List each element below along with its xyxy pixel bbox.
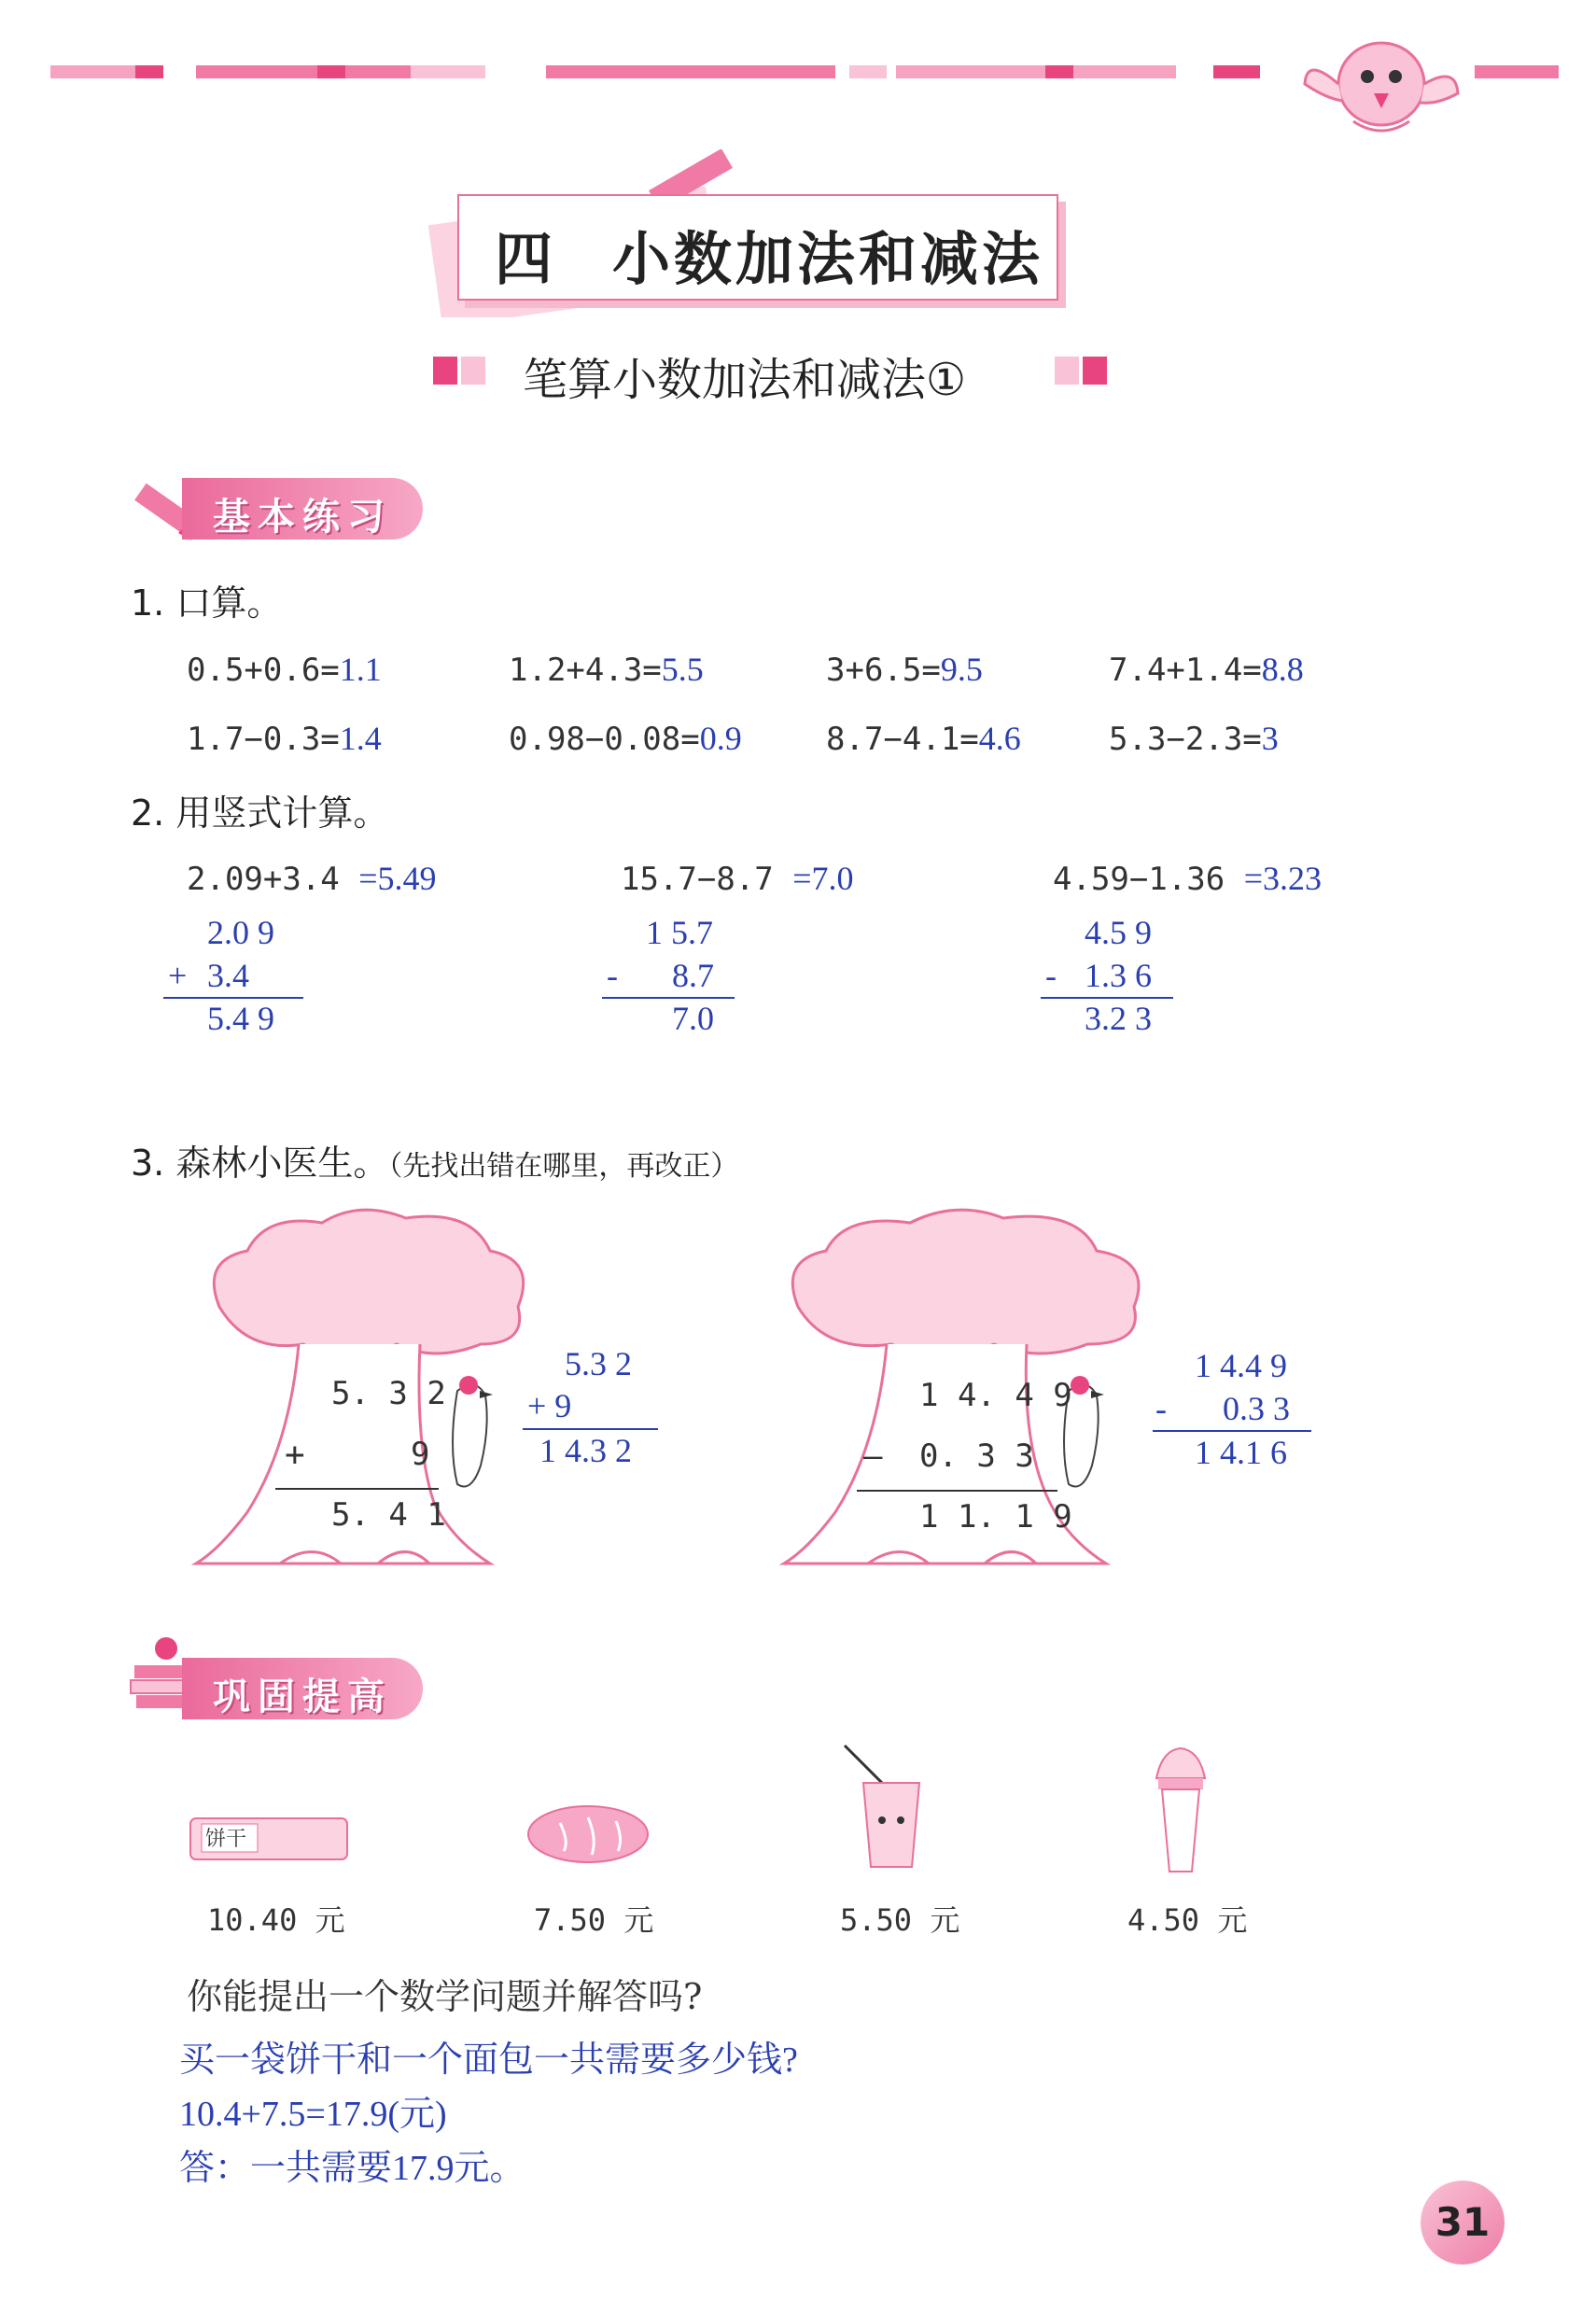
tree1-bottom: 9 bbox=[411, 1436, 430, 1473]
tree1-top: 5. 3 2 bbox=[331, 1375, 446, 1412]
q2-item-3-expr: 4.59−1.36 =3.23 bbox=[1053, 860, 1323, 898]
q2-item-2-top: 1 5.7 bbox=[646, 914, 713, 951]
q1-item-5: 1.7−0.3=1.4 bbox=[187, 720, 382, 758]
q2-item-3-op: - bbox=[1045, 957, 1057, 994]
q1-item-4: 7.4+1.4=8.8 bbox=[1109, 651, 1304, 689]
tree2-fix-result: 1 4.1 6 bbox=[1195, 1434, 1287, 1471]
q2-item-2-op: - bbox=[607, 957, 618, 994]
q1-item-8: 5.3−2.3=3 bbox=[1109, 720, 1279, 758]
q2-item-1-result: 5.4 9 bbox=[207, 1000, 274, 1037]
q2-item-1-expr: 2.09+3.4 =5.49 bbox=[187, 860, 437, 898]
answer-line-1: 买一袋饼干和一个面包一共需要多少钱? bbox=[179, 2041, 798, 2080]
tree1-op: + bbox=[285, 1436, 305, 1474]
q2-item-1-bottom: 3.4 bbox=[207, 957, 249, 994]
drink-cup-icon bbox=[835, 1736, 938, 1876]
q1-item-3: 3+6.5=9.5 bbox=[826, 651, 983, 689]
tree2-fix-bottom: 0.3 3 bbox=[1223, 1390, 1290, 1427]
tree1-fix-op: + 9 bbox=[527, 1387, 572, 1424]
lesson-title: 笔算小数加法和减法① bbox=[523, 354, 967, 406]
tree1-result: 5. 4 1 bbox=[331, 1496, 446, 1534]
bread-icon bbox=[523, 1797, 653, 1872]
tree2-bottom: 0. 3 3 bbox=[919, 1438, 1034, 1475]
q2-item-2-expr: 15.7−8.7 =7.0 bbox=[621, 860, 854, 898]
q2-item-2-result: 7.0 bbox=[672, 1000, 714, 1037]
tree1-fix-rule bbox=[523, 1428, 658, 1430]
answer-line-2: 10.4+7.5=17.9(元) bbox=[179, 2095, 447, 2134]
price-ice-cream: 4.50 元 bbox=[1127, 1902, 1248, 1938]
price-drink: 5.50 元 bbox=[840, 1902, 960, 1938]
price-biscuit: 10.40 元 bbox=[207, 1902, 345, 1938]
subtitle-left-marker bbox=[433, 357, 457, 385]
section-label-basic: 基本练习 bbox=[213, 496, 392, 539]
q2-item-3-top: 4.5 9 bbox=[1085, 914, 1152, 951]
tree2-top: 1 4. 4 9 bbox=[919, 1377, 1072, 1414]
q1-label: 1. 口算。 bbox=[131, 582, 283, 624]
tree1-fix-result: 1 4.3 2 bbox=[539, 1432, 632, 1469]
q1-item-1: 0.5+0.6=1.1 bbox=[187, 651, 382, 689]
tree2-fix-top: 1 4.4 9 bbox=[1195, 1347, 1287, 1384]
price-bread: 7.50 元 bbox=[534, 1902, 654, 1938]
tree2-op: — bbox=[863, 1438, 883, 1475]
q1-item-7: 8.7−4.1=4.6 bbox=[826, 720, 1021, 758]
q2-item-2-rule bbox=[602, 997, 735, 999]
q2-item-1-top: 2.0 9 bbox=[207, 914, 274, 951]
answer-line-3: 答：一共需要17.9元。 bbox=[179, 2149, 525, 2188]
subtitle-right-marker bbox=[1083, 357, 1107, 385]
open-question: 你能提出一个数学问题并解答吗? bbox=[187, 1976, 703, 2017]
page-number: 31 bbox=[1435, 2199, 1491, 2245]
tree1-fix-top: 5.3 2 bbox=[565, 1345, 632, 1382]
biscuit-label: 饼干 bbox=[205, 1828, 247, 1851]
section-label-consolidate: 巩固提高 bbox=[213, 1676, 392, 1718]
ice-cream-icon bbox=[1143, 1741, 1218, 1881]
q2-label: 2. 用竖式计算。 bbox=[131, 792, 389, 834]
chapter-title: 四 小数加法和减法 bbox=[495, 225, 1044, 293]
bird-mascot-icon bbox=[1297, 19, 1465, 159]
tree2-fix-op: - bbox=[1155, 1390, 1167, 1427]
q2-item-3-result: 3.2 3 bbox=[1085, 1000, 1152, 1037]
tree2-result: 1 1. 1 9 bbox=[919, 1498, 1072, 1536]
q1-item-2: 1.2+4.3=5.5 bbox=[509, 651, 704, 689]
q3-label: 3. 森林小医生。（先找出错在哪里，再改正） bbox=[131, 1143, 739, 1184]
tree1-rule bbox=[275, 1488, 439, 1490]
q2-item-3-bottom: 1.3 6 bbox=[1085, 957, 1152, 994]
tree2-fix-rule bbox=[1153, 1430, 1311, 1432]
q1-item-6: 0.98−0.08=0.9 bbox=[509, 720, 742, 758]
tree2-rule bbox=[857, 1490, 1057, 1492]
q2-item-2-bottom: 8.7 bbox=[672, 957, 714, 994]
subtitle-left-marker-light bbox=[461, 357, 485, 385]
q2-item-1-op: + bbox=[168, 957, 188, 994]
woodpecker-icon bbox=[439, 1372, 495, 1503]
subtitle-right-marker-light bbox=[1055, 357, 1079, 385]
